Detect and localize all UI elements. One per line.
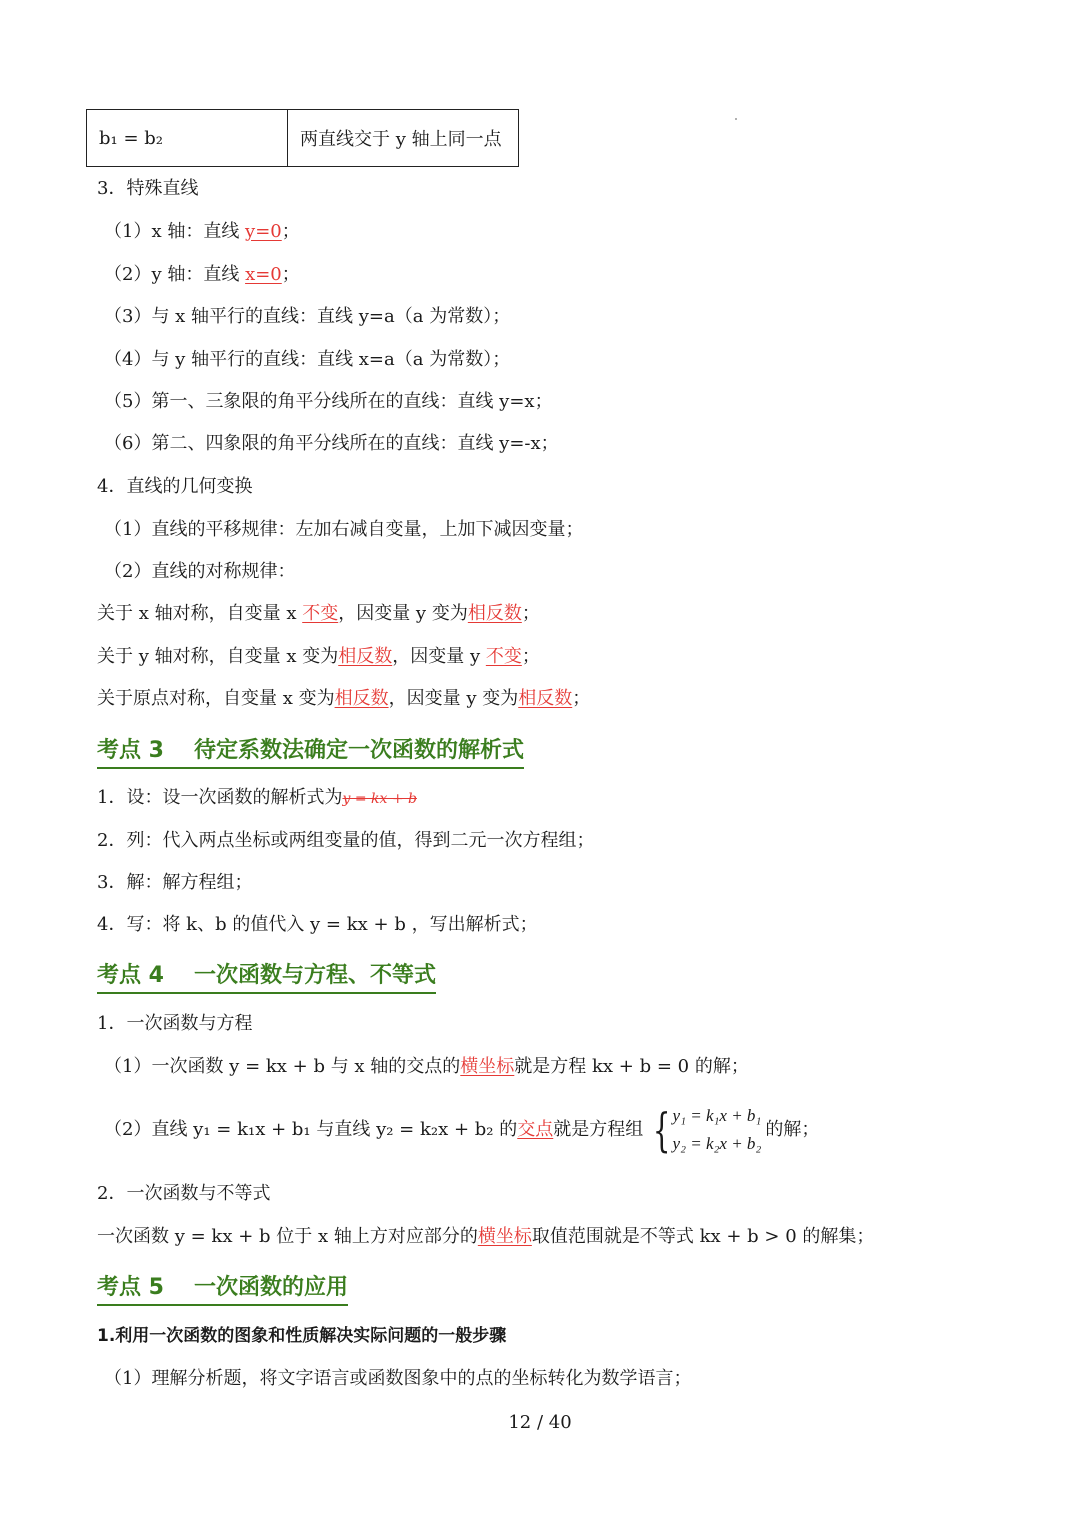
list-item: （6）第二、四象限的角平分线所在的直线：直线 y=-x；: [104, 433, 559, 454]
brace-icon: {: [653, 1103, 671, 1157]
rule-text: ，因变量 y 变为: [338, 603, 468, 624]
heading-number: 考点 3: [97, 738, 164, 763]
heading-title: 待定系数法确定一次函数的解析式: [193, 738, 524, 763]
symmetry-rule: [97, 601, 540, 627]
list-item: （3）与 x 轴平行的直线：直线 y=a（a 为常数）；: [104, 306, 511, 327]
rule-text: 关于原点对称，自变量 x 变为: [97, 688, 335, 709]
equation-system: [647, 1102, 761, 1158]
rule-text: 关于 x 轴对称，自变量 x: [97, 603, 303, 624]
item-text: （2）直线 y₁ = k₁x + b₁ 与直线 y₂ = k₂x + b₂ 的: [104, 1119, 518, 1140]
list-item: [104, 219, 300, 245]
step-text: 1．设：设一次函数的解析式为: [97, 787, 343, 808]
item-text: 就是方程 kx + b = 0 的解；: [514, 1056, 749, 1077]
heading-number: 考点 5: [97, 1275, 164, 1300]
answer-blank: 相反数: [518, 688, 573, 709]
page-number: 12 / 40: [508, 1412, 572, 1433]
step-line: [97, 785, 417, 812]
answer-blank: 相反数: [467, 603, 522, 624]
heading-title: 一次函数的应用: [193, 1275, 348, 1300]
item-text: 就是方程组: [553, 1119, 644, 1140]
answer-blank: 不变: [302, 603, 339, 624]
list-item: （1）直线的平移规律：左加右减自变量，上加下减因变量；: [104, 519, 584, 540]
rule-text: ；: [572, 688, 591, 709]
heading-kaodian-3: [97, 736, 524, 769]
answer-blank: 横坐标: [477, 1226, 532, 1247]
equation: y₂ = k₂x + b₂: [672, 1134, 762, 1153]
table-row: [87, 110, 519, 167]
section-4-title: 4．直线的几何变换: [97, 476, 253, 497]
symmetry-rule: [97, 644, 540, 670]
list-item: （1）理解分析题，将文字语言或函数图象中的点的坐标转化为数学语言；: [104, 1368, 692, 1389]
heading-title: 一次函数与方程、不等式: [193, 963, 436, 988]
heading-kaodian-4: [97, 961, 436, 994]
struck-formula: y = kx + b: [342, 791, 417, 807]
equation-lines: [673, 1102, 762, 1158]
answer-blank: y=0: [245, 221, 282, 242]
list-item: （2）直线的对称规律：: [104, 561, 296, 582]
list-item: [104, 1054, 749, 1080]
answer-blank: 相反数: [338, 646, 393, 667]
rule-text: ；: [521, 646, 540, 667]
table-cell-condition: b₁ = b₂: [87, 110, 288, 167]
paragraph-text: 取值范围就是不等式 kx + b > 0 的解集；: [531, 1226, 875, 1247]
answer-blank: 不变: [485, 646, 522, 667]
item-text: （2）y 轴：直线: [104, 264, 246, 285]
item-text: ；: [281, 221, 300, 242]
bold-subtitle: 1.利用一次函数的图象和性质解决实际问题的一般步骤: [97, 1326, 507, 1346]
rule-text: ；: [521, 603, 540, 624]
heading-kaodian-5: [97, 1273, 348, 1306]
symmetry-rule: [97, 686, 590, 712]
table-cell-description: 两直线交于 y 轴上同一点: [288, 110, 519, 167]
step-line: 3．解：解方程组；: [97, 872, 253, 893]
list-item: （4）与 y 轴平行的直线：直线 x=a（a 为常数）；: [104, 349, 511, 370]
item-text: （1）x 轴：直线: [104, 221, 246, 242]
list-item: [104, 1100, 819, 1160]
speck: [735, 118, 737, 120]
item-text: （1）一次函数 y = kx + b 与 x 轴的交点的: [104, 1056, 461, 1077]
paragraph-text: 一次函数 y = kx + b 位于 x 轴上方对应部分的: [97, 1226, 478, 1247]
paragraph: [97, 1224, 874, 1250]
list-item: （5）第一、三象限的角平分线所在的直线：直线 y=x；: [104, 391, 553, 412]
answer-blank: 横坐标: [460, 1056, 515, 1077]
section-3-title: 3．特殊直线: [97, 178, 199, 199]
sub-title: 2．一次函数与不等式: [97, 1183, 271, 1204]
condition-table: [86, 109, 519, 167]
rule-text: 关于 y 轴对称，自变量 x 变为: [97, 646, 339, 667]
rule-text: ，因变量 y: [392, 646, 486, 667]
answer-blank: x=0: [245, 264, 282, 285]
answer-blank: 交点: [517, 1119, 554, 1140]
item-text: ；: [281, 264, 300, 285]
equation: y₁ = k₁x + b₁: [672, 1106, 762, 1125]
rule-text: ，因变量 y 变为: [388, 688, 519, 709]
heading-number: 考点 4: [97, 963, 164, 988]
item-text: 的解；: [765, 1119, 820, 1140]
list-item: [104, 262, 300, 288]
step-line: 4．写：将 k、b 的值代入 y = kx + b ，写出解析式；: [97, 914, 538, 935]
answer-blank: 相反数: [334, 688, 389, 709]
step-line: 2．列：代入两点坐标或两组变量的值，得到二元一次方程组；: [97, 830, 595, 851]
sub-title: 1．一次函数与方程: [97, 1013, 253, 1034]
